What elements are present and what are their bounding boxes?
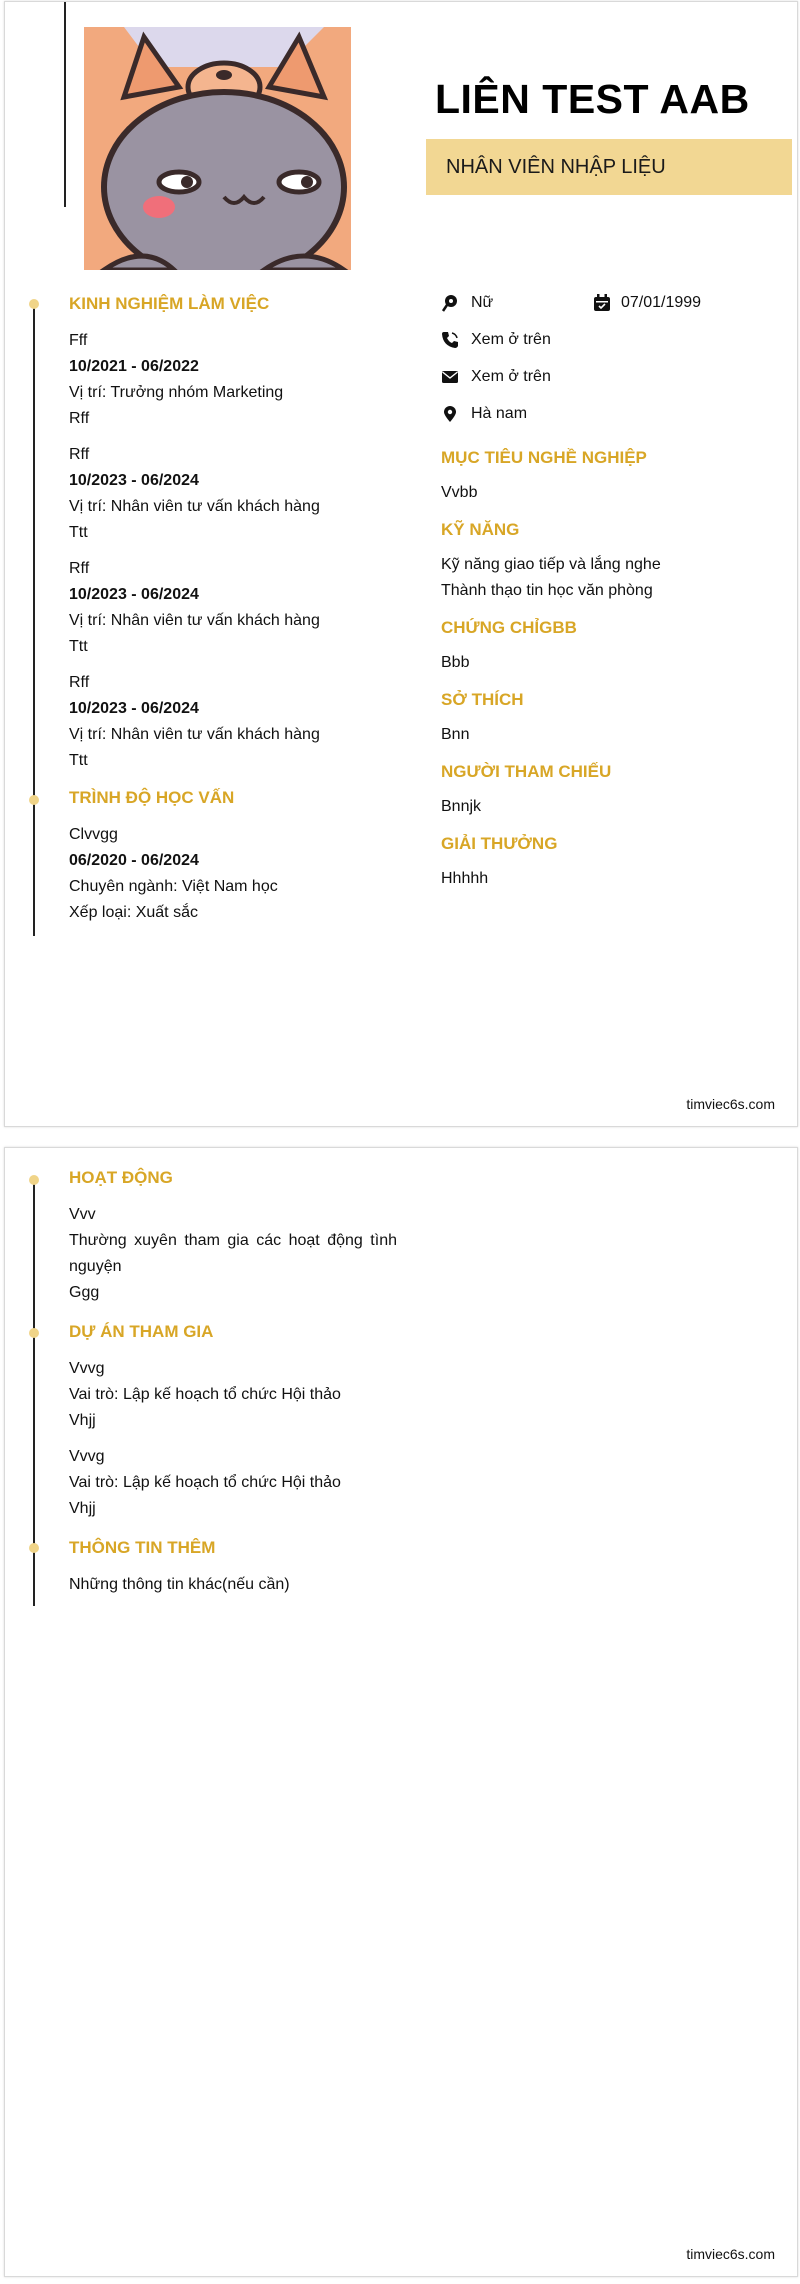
work-date: 10/2023 - 06/2024 (69, 586, 199, 603)
school-name: Clvvgg (69, 826, 118, 843)
activity-description: Thường xuyên tham gia các hoạt động tình nguyện (69, 1232, 397, 1275)
work-date: 10/2023 - 06/2024 (69, 472, 199, 489)
left-column-page-2 (69, 1166, 397, 1608)
skill-item: Thành thạo tin học văn phòng (441, 582, 653, 599)
experience-item (69, 670, 397, 774)
work-position: Vị trí: Trưởng nhóm Marketing (69, 384, 284, 401)
objective-section (441, 446, 791, 506)
certificates-title: CHỨNG CHỈGBB (441, 618, 577, 637)
company-name: Fff (69, 332, 88, 349)
extra-info-title: THÔNG TIN THÊM (69, 1538, 216, 1557)
company-name: Rff (69, 674, 90, 691)
left-column (69, 292, 397, 936)
location-pin-icon (441, 405, 459, 423)
activity-detail: Ggg (69, 1284, 100, 1301)
activity-org: Vvv (69, 1206, 96, 1223)
activities-title: HOẠT ĐỘNG (69, 1168, 173, 1187)
company-name: Rff (69, 560, 90, 577)
header-divider (64, 2, 66, 207)
skills-title: KỸ NĂNG (441, 520, 520, 539)
phone-value: Xem ở trên (471, 331, 551, 348)
timeline-dot (29, 299, 39, 309)
avatar (84, 27, 351, 270)
footer-site: timviec6s.com (686, 1096, 775, 1112)
work-description: Rff (69, 410, 90, 427)
work-date: 10/2023 - 06/2024 (69, 700, 199, 717)
project-description: Vhjj (69, 1500, 96, 1517)
company-name: Rff (69, 446, 90, 463)
activity-item (69, 1202, 397, 1306)
timeline-dot (29, 795, 39, 805)
experience-title: KINH NGHIỆM LÀM VIỆC (69, 294, 270, 313)
candidate-name: LIÊN TEST AAB (435, 76, 750, 122)
timeline-line (33, 302, 35, 936)
hobbies-title: SỞ THÍCH (441, 690, 524, 709)
cv-page-2 (4, 1147, 798, 2277)
experience-item (69, 442, 397, 546)
footer-site: timviec6s.com (686, 2246, 775, 2262)
skills-section (441, 518, 791, 604)
gender-value: Nữ (471, 294, 494, 311)
timeline-dot (29, 1543, 39, 1553)
project-item (69, 1356, 397, 1434)
references-text: Bnnjk (441, 798, 482, 815)
study-date: 06/2020 - 06/2024 (69, 852, 199, 869)
references-title: NGƯỜI THAM CHIẾU (441, 762, 612, 781)
address-row (441, 401, 791, 438)
project-description: Vhjj (69, 1412, 96, 1429)
objective-title: MỤC TIÊU NGHỀ NGHIỆP (441, 448, 647, 467)
job-title: NHÂN VIÊN NHẬP LIỆU (446, 156, 666, 178)
grade: Xếp loại: Xuất sắc (69, 904, 198, 921)
extra-info-item (69, 1572, 397, 1598)
work-description: Ttt (69, 524, 88, 541)
references-section (441, 760, 791, 820)
gender-icon (441, 294, 459, 312)
email-value: Xem ở trên (471, 368, 551, 385)
timeline-dot (29, 1328, 39, 1338)
major: Chuyên ngành: Việt Nam học (69, 878, 278, 895)
work-date: 10/2021 - 06/2022 (69, 358, 199, 375)
gender-birthday-row (441, 290, 791, 327)
hobbies-section (441, 688, 791, 748)
education-item (69, 822, 397, 926)
email-icon (441, 368, 459, 386)
work-position: Vị trí: Nhân viên tư vấn khách hàng (69, 498, 320, 515)
experience-item (69, 556, 397, 660)
project-role: Vai trò: Lập kế hoạch tổ chức Hội thảo (69, 1474, 341, 1491)
project-name: Vvvg (69, 1360, 105, 1377)
work-position: Vị trí: Nhân viên tư vấn khách hàng (69, 612, 320, 629)
address-value: Hà nam (471, 405, 528, 422)
birthday-value: 07/01/1999 (621, 294, 702, 311)
phone-icon (441, 331, 459, 349)
phone-row (441, 327, 791, 364)
cv-page-1 (4, 1, 798, 1127)
work-position: Vị trí: Nhân viên tư vấn khách hàng (69, 726, 320, 743)
awards-title: GIẢI THƯỞNG (441, 834, 558, 853)
experience-item (69, 328, 397, 432)
skill-item: Kỹ năng giao tiếp và lắng nghe (441, 556, 661, 573)
skills-list (441, 552, 791, 604)
awards-section (441, 832, 791, 892)
email-row (441, 364, 791, 401)
job-title-box (426, 139, 792, 195)
hobbies-text: Bnn (441, 726, 470, 743)
certificates-section (441, 616, 791, 676)
calendar-icon (593, 294, 611, 312)
work-description: Ttt (69, 752, 88, 769)
work-description: Ttt (69, 638, 88, 655)
cat-avatar-icon (84, 27, 351, 270)
timeline-line (33, 1178, 35, 1606)
certificates-text: Bbb (441, 654, 470, 671)
timeline-dot (29, 1175, 39, 1185)
project-item (69, 1444, 397, 1522)
objective-text: Vvbb (441, 484, 478, 501)
extra-info-text: Những thông tin khác(nếu cần) (69, 1576, 290, 1593)
project-role: Vai trò: Lập kế hoạch tổ chức Hội thảo (69, 1386, 341, 1403)
awards-text: Hhhhh (441, 870, 489, 887)
education-title: TRÌNH ĐỘ HỌC VẤN (69, 788, 235, 807)
project-name: Vvvg (69, 1448, 105, 1465)
projects-title: DỰ ÁN THAM GIA (69, 1322, 214, 1341)
right-column (441, 290, 791, 904)
